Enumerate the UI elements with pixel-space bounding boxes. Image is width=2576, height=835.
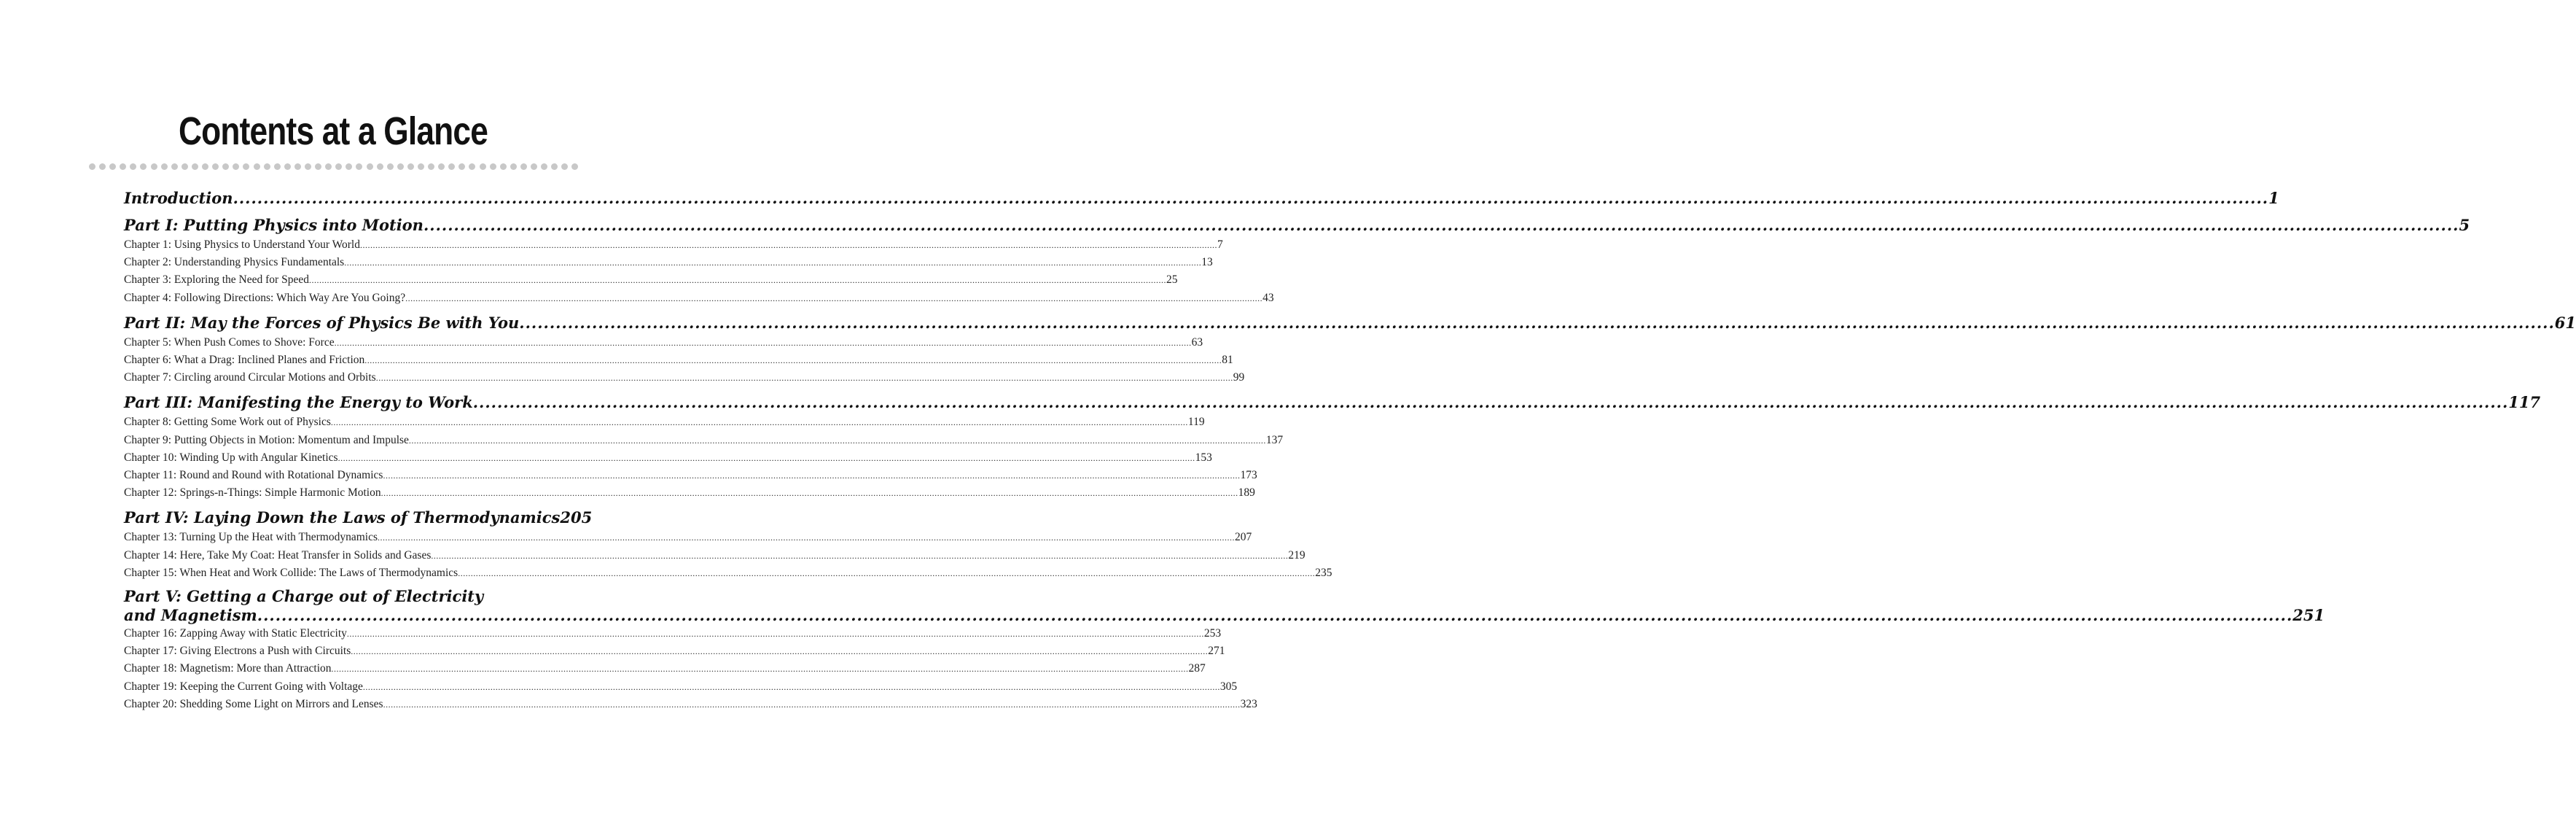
- divider-dot: [541, 163, 547, 170]
- divider-dot: [458, 163, 465, 170]
- dot-leader: [360, 237, 1217, 254]
- divider-dot: [315, 163, 321, 170]
- divider-dot: [490, 163, 496, 170]
- chapter-label: Chapter 10: Winding Up with Angular Kinetics: [124, 451, 338, 464]
- chapter-label: Chapter 18: Magnetism: More than Attraction: [124, 662, 332, 675]
- divider-dot: [202, 163, 208, 170]
- toc-chapter[interactable]: [124, 334, 1203, 352]
- dot-leader: [424, 214, 2459, 236]
- divider-dot: [161, 163, 168, 170]
- dot-leader: [364, 352, 1222, 369]
- dot-leader: [331, 414, 1188, 431]
- dot-leader: [332, 661, 1189, 677]
- toc-chapter[interactable]: [124, 529, 1252, 546]
- chapter-label: Chapter 20: Shedding Some Light on Mirrors and Lenses: [124, 697, 383, 710]
- dot-leader: [405, 290, 1262, 307]
- toc-chapter[interactable]: [124, 271, 1178, 289]
- part-page: 61: [2554, 313, 2576, 332]
- chapter-page: 137: [1265, 433, 1284, 446]
- chapter-page: 235: [1315, 566, 1332, 579]
- toc-chapter[interactable]: [124, 467, 1257, 484]
- divider-dot: [130, 163, 136, 170]
- toc-part-3[interactable]: [124, 392, 2541, 413]
- chapter-page: 13: [1201, 256, 1213, 269]
- introduction-label: Introduction: [124, 189, 233, 207]
- divider-dot: [551, 163, 558, 170]
- part-5-label-line1[interactable]: Part V: Getting a Charge out of Electricity: [124, 587, 484, 606]
- divider-dot: [99, 163, 106, 170]
- divider-dot: [571, 163, 578, 170]
- part-page: 205: [560, 508, 593, 527]
- dot-leader: [381, 485, 1238, 502]
- divider-dot: [500, 163, 507, 170]
- divider-dot: [480, 163, 486, 170]
- divider-dot: [140, 163, 147, 170]
- chapter-label: Chapter 15: When Heat and Work Collide: The Laws of Thermodynamics: [124, 566, 458, 579]
- chapter-page: 43: [1262, 291, 1274, 304]
- chapter-page: 189: [1238, 486, 1255, 500]
- divider-dot: [346, 163, 352, 170]
- toc-chapter[interactable]: [124, 660, 1206, 677]
- chapter-label: Chapter 3: Exploring the Need for Speed: [124, 273, 309, 287]
- dot-leader: [519, 312, 2555, 334]
- toc-chapter[interactable]: [124, 413, 1205, 431]
- divider-dot: [407, 163, 414, 170]
- divider-dot: [182, 163, 188, 170]
- divider-dot: [356, 163, 362, 170]
- chapter-label: Chapter 5: When Push Comes to Shove: Force: [124, 335, 335, 349]
- divider-dot: [469, 163, 475, 170]
- divider-dot: [561, 163, 568, 170]
- introduction-page: 1: [2268, 189, 2279, 207]
- toc-chapter[interactable]: [124, 236, 1223, 254]
- chapter-page: 119: [1187, 416, 1205, 429]
- toc-chapter[interactable]: [124, 625, 1222, 642]
- chapter-page: 323: [1240, 697, 1257, 710]
- chapter-page: 305: [1219, 680, 1238, 693]
- divider-dot: [151, 163, 157, 170]
- page-title: Contents at a Glance: [178, 109, 488, 153]
- divider-dot: [335, 163, 342, 170]
- chapter-label: Chapter 12: Springs-n-Things: Simple Harmonic Motion: [124, 486, 381, 500]
- chapter-page: 7: [1217, 238, 1223, 251]
- dot-leader: [363, 679, 1220, 696]
- toc-chapter[interactable]: [124, 290, 1274, 307]
- chapter-label: Chapter 1: Using Physics to Understand Your World: [124, 238, 360, 251]
- divider-dot: [192, 163, 198, 170]
- part-page: 117: [2508, 393, 2541, 412]
- dot-leader: [338, 450, 1195, 467]
- chapter-page: 81: [1222, 354, 1233, 367]
- toc-chapter[interactable]: [124, 484, 1255, 502]
- toc-part-4[interactable]: [124, 507, 593, 529]
- divider-dot: [243, 163, 249, 170]
- chapter-page: 25: [1166, 273, 1178, 287]
- divider-dot: [387, 163, 394, 170]
- divider-dot: [531, 163, 537, 170]
- divider-dot: [171, 163, 178, 170]
- chapter-page: 271: [1208, 645, 1225, 658]
- toc-part-1[interactable]: [124, 214, 2470, 236]
- chapter-page: 207: [1235, 531, 1252, 544]
- chapter-page: 173: [1240, 469, 1257, 482]
- part-label: and Magnetism: [124, 606, 257, 625]
- divider-dot: [428, 163, 434, 170]
- divider-dot: [284, 163, 291, 170]
- dot-leader: [335, 335, 1192, 352]
- chapter-label: Chapter 6: What a Drag: Inclined Planes and Friction: [124, 354, 365, 367]
- chapter-label: Chapter 17: Giving Electrons a Push with Circuits: [124, 645, 351, 658]
- part-page: 5: [2459, 216, 2470, 234]
- chapter-label: Chapter 14: Here, Take My Coat: Heat Transfer in Solids and Gases: [124, 548, 432, 562]
- toc-chapter[interactable]: [124, 696, 1257, 713]
- divider-dot: [89, 163, 95, 170]
- chapter-label: Chapter 2: Understanding Physics Fundamentals: [124, 256, 345, 269]
- divider-dot: [438, 163, 445, 170]
- chapter-page: 63: [1191, 335, 1203, 349]
- part-label: Part IV: Laying Down the Laws of Thermodynamics: [124, 508, 561, 527]
- part-label: Part II: May the Forces of Physics Be with You: [124, 313, 520, 332]
- dot-leader: [431, 548, 1288, 564]
- chapter-label: Chapter 7: Circling around Circular Motions and Orbits: [124, 371, 376, 384]
- divider-dot: [377, 163, 383, 170]
- divider-dot: [510, 163, 517, 170]
- divider-dot: [212, 163, 219, 170]
- toc-chapter[interactable]: [124, 678, 1238, 696]
- toc-chapter[interactable]: [124, 564, 1332, 582]
- dot-leader: [257, 606, 2293, 625]
- toc-chapter[interactable]: [124, 352, 1233, 369]
- toc-part-5[interactable]: [124, 606, 2325, 625]
- table-of-contents: [124, 182, 2576, 713]
- part-page: 251: [2292, 606, 2325, 625]
- dot-leader: [376, 370, 1233, 387]
- chapter-label: Chapter 4: Following Directions: Which Way Are You Going?: [124, 291, 406, 304]
- chapter-label: Chapter 19: Keeping the Current Going with Voltage: [124, 680, 363, 693]
- dot-leader: [383, 696, 1241, 713]
- part-label: Part III: Manifesting the Energy to Work: [124, 393, 473, 412]
- divider-dot: [367, 163, 373, 170]
- divider-dot: [222, 163, 229, 170]
- toc-chapter[interactable]: [124, 547, 1305, 564]
- dotted-divider: [89, 162, 579, 171]
- chapter-page: 219: [1288, 548, 1305, 562]
- dot-leader: [344, 255, 1201, 271]
- divider-dot: [233, 163, 239, 170]
- dot-leader: [309, 272, 1166, 289]
- dot-leader: [458, 565, 1315, 582]
- chapter-page: 153: [1195, 451, 1212, 464]
- divider-dot: [120, 163, 126, 170]
- divider-dot: [274, 163, 281, 170]
- chapter-page: 99: [1233, 371, 1245, 384]
- divider-dot: [305, 163, 311, 170]
- divider-dot: [254, 163, 260, 170]
- divider-dot: [520, 163, 527, 170]
- dot-leader: [409, 432, 1266, 449]
- chapter-label: Chapter 13: Turning Up the Heat with Thermodynamics: [124, 531, 378, 544]
- divider-dot: [325, 163, 332, 170]
- divider-dot: [448, 163, 455, 170]
- toc-chapter[interactable]: [124, 369, 1245, 387]
- toc-introduction[interactable]: [124, 187, 2279, 209]
- chapter-label: Chapter 9: Putting Objects in Motion: Momentum and Impulse: [124, 433, 409, 446]
- part-label: Part I: Putting Physics into Motion: [124, 216, 424, 234]
- toc-part-2[interactable]: [124, 312, 2576, 334]
- dot-leader: [383, 467, 1240, 484]
- dot-leader: [347, 626, 1204, 642]
- chapter-label: Chapter 16: Zapping Away with Static Electricity: [124, 627, 347, 640]
- divider-dot: [418, 163, 424, 170]
- divider-dot: [109, 163, 116, 170]
- chapter-label: Chapter 11: Round and Round with Rotational Dynamics: [124, 469, 383, 482]
- dot-leader: [378, 529, 1235, 546]
- dot-leader: [351, 643, 1208, 660]
- toc-chapter[interactable]: [124, 254, 1213, 271]
- divider-dot: [397, 163, 404, 170]
- toc-chapter[interactable]: [124, 642, 1225, 660]
- divider-dot: [264, 163, 270, 170]
- dot-leader: [473, 392, 2509, 413]
- chapter-page: 253: [1203, 627, 1222, 640]
- chapter-label: Chapter 8: Getting Some Work out of Physics: [124, 416, 331, 429]
- chapter-page: 287: [1188, 662, 1206, 675]
- toc-chapter[interactable]: [124, 432, 1284, 449]
- toc-chapter[interactable]: [124, 449, 1212, 467]
- divider-dot: [294, 163, 301, 170]
- dot-leader: [233, 187, 2269, 209]
